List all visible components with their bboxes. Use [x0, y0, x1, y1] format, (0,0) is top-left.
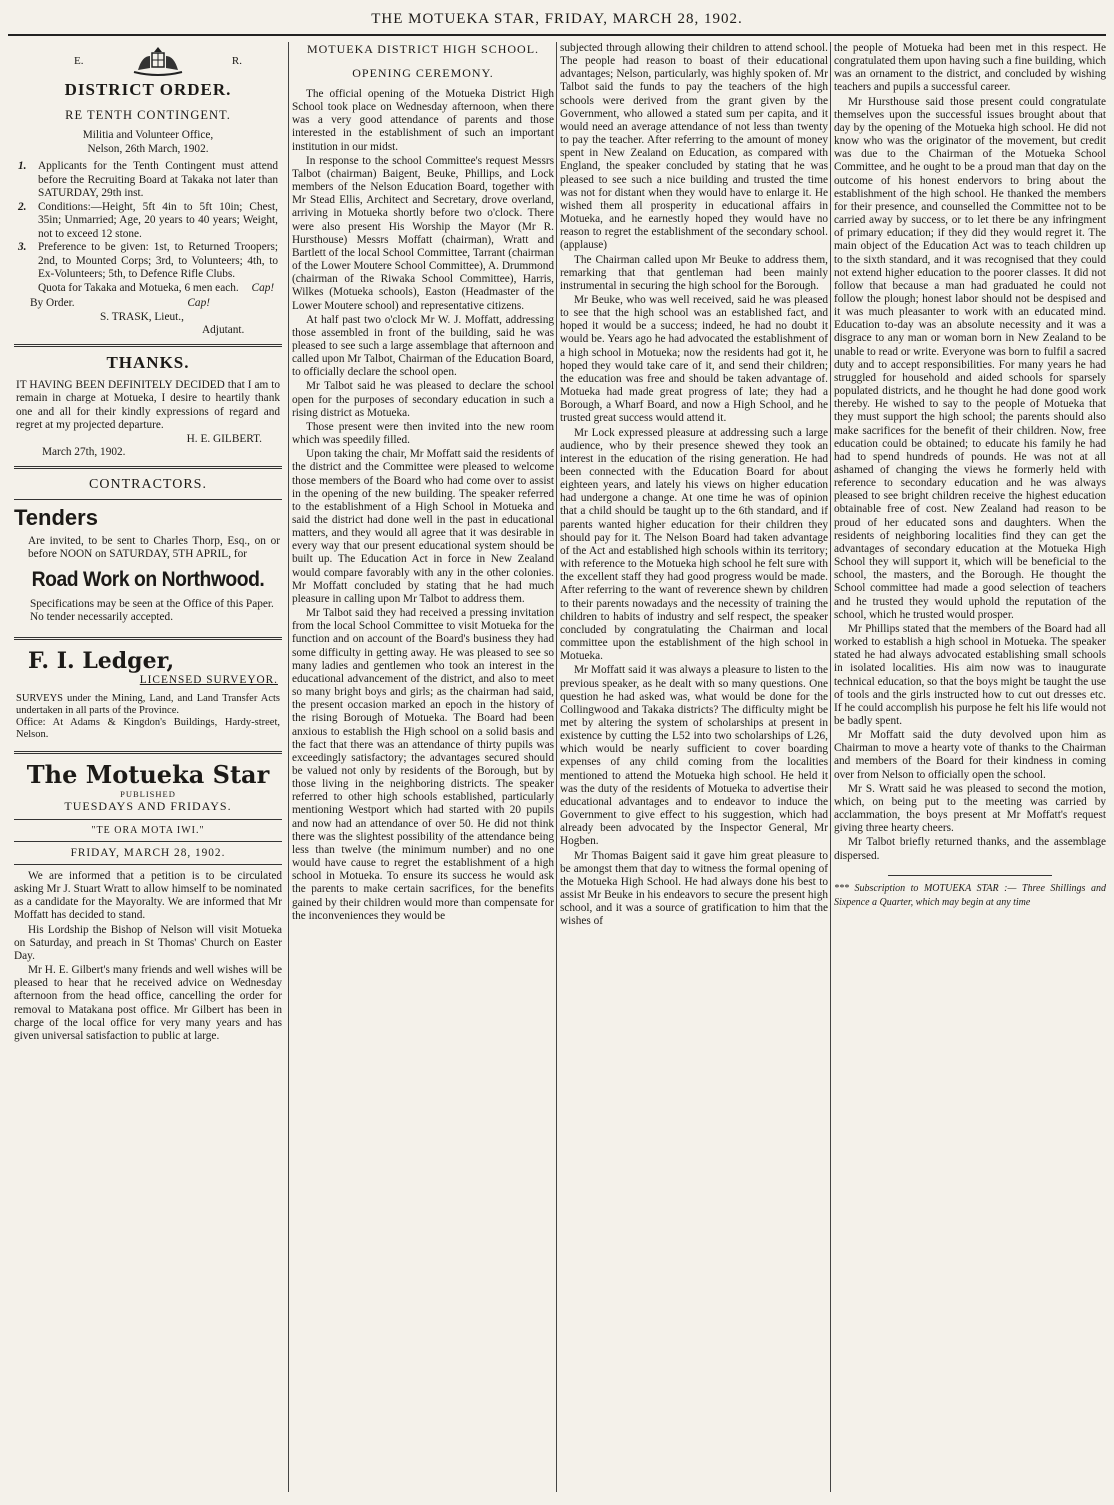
article-paragraph: Mr Hursthouse said those present could congratulate themselves upon the successful issues brought about that day by the opening of the Motueka high school. He did not know who was the originator of the movement, but credit was due to the Chairman of the Motueka School Committee, and he ought to be a proud man that day on the outcome of his honest endervors to bring about the establishment of the high school. He thanked the members for their presence, and counselled the Committee not to be carried away by success, or to let there be any infringment of primary education; if they did they would regret it. The main object of the Education Act was to teach children up to the sixth standard, and it was recognised that they could not extend higher education to the poorer classes. It did not follow that because a man had graduated he could not follow the plough; honest labor should not be despised and it was much pleasanter to work with an educated mind. Education to-day was an absolute necessity and it was a disgrace to any man or woman born in New Zealand to be unable to read or write. Everyone was born to fulfil a sacred duty and to accept responsibilities. For many years he had struggled for household and aided schools for sparsely populated districts, and he thought he had done good work thereby. He wished to say to the people of Motueka that they must support the high school; the parents should also make sacrifices for the benefit of their children. Now, free education could be obtained; to educate his family he had had to spend hundreds of pounds. He was not at all ashamed of changing the views he formerly held with reference to secondary education and he was always pleased to see bright children receive the highest education obtainable free of cost. New Zealand had reason to be proud of her educated sons and daughters. When the residents of neighboring localities find they can get the advantages of secondary education at the Motueka High School they will support it, which will be beneficial to the school, the masters, and the Borough. He thought the School committee had made a good selection of teachers and he trusted they would uphold the reputation of the school, which he trusted would prosper. [834, 95, 1106, 621]
thanks-date: March 27th, 1902. [42, 446, 126, 458]
motto: "TE ORA MOTA IWI." [91, 825, 205, 836]
article-paragraph: Mr Talbot said they had received a pressing invitation from the local School Committee to visit Motueka for the function and on account of the Board's business they had some difficulty in getting away. He was pleased to see so many ladies and gentlemen who took an interest in the educational advancement of the district, and also to meet so many bright boys and girls; as the chairman had said, the present occasion marked an epoch in the history of the rising Borough of Motueka. The Board had been anxious to establish the High school on a solid basis and the fact that there was an attendance of thirty pupils was exceedingly satisfactory; the advantages secured should be valued not only by residents of the Borough, but by those living in the neighboring districts. The speaker referred to other high schools established, particularly mentioning Westport which had started with 20 pupils and now had an attendance of over 50. He did not think there was the slightest possibility of the attendance being less than twelve (the minimum number) and no one would have cause to regret the establishment of a high school in Motueka. To ensure its success he would ask the parents to make certain sacrifices, for the benefits gained by their children would more than compensate for the inconveniences they would be [292, 607, 554, 922]
tenders-body: Are invited, to be sent to Charles Thorp, Esq., on or before NOON on SATURDAY, 5TH APRIL, for [28, 534, 280, 560]
divider [14, 841, 282, 842]
coat-letter-r: R. [231, 55, 242, 67]
ledger-name: F. I. Ledger, [28, 647, 175, 674]
divider [14, 819, 282, 820]
quota-line: Quota for Takaka and Motueka, 6 men each. [38, 281, 239, 294]
district-order-subtitle: RE TENTH CONTINGENT. [65, 108, 231, 122]
by-order [30, 297, 282, 311]
column-rule [288, 42, 289, 1492]
publication-days: TUESDAYS AND FRIDAYS. [64, 799, 232, 813]
no-tender-text: No tender necessarily accepted. [30, 611, 174, 623]
item-number: 1. [18, 160, 27, 172]
item-number: 3. [18, 241, 27, 253]
divider [14, 466, 282, 469]
article-paragraph: Those present were then invited into the new room which was speedily filled. [292, 420, 554, 447]
item-text: Applicants for the Tenth Contingent must attend before the Recruiting Board at Takaka not later than SATURDAY, 29th inst. [38, 160, 278, 199]
contractors-title: CONTRACTORS. [89, 476, 207, 492]
thanks-body: IT HAVING BEEN DEFINITELY DECIDED that I am to remain in charge at Motueka, I desire to heartily thank one and all for their kindly expressions of regard and regret at my projected departure. [16, 378, 280, 431]
handwritten-note: Cap! [187, 297, 210, 309]
item-text: Preference to be given: 1st, to Returned Troopers; 2nd, to Mounted Corps; 3rd, to Volunteers; 4th, to Ex-Volunteers; 5th, to Defence Rifle Clubs. [38, 241, 278, 280]
ledger-surveys: SURVEYS under the Mining, Land, and Land Transfer Acts undertaken in all parts of the Province. [16, 693, 280, 716]
article-paragraph: Mr S. Wratt said he was pleased to second the motion, which, on being put to the meeting was carried by acclammation, the boys present at Mr Moffatt's request giving three hearty cheers. [834, 782, 1106, 835]
article-paragraph: Mr Talbot said he was pleased to declare the school open for the purposes of secondary education in such a rising district as Motueka. [292, 380, 554, 419]
news-paragraph: We are informed that a petition is to be circulated asking Mr J. Stuart Wratt to allow himself to be nominated as a candidate for the Mayoralty. We are informed that Mr Moffatt has decided to stand. [14, 870, 282, 922]
article-paragraph: Upon taking the chair, Mr Moffatt said the residents of the district and the Committee were pleased to welcome those members of the Board who had come over to assist in the opening of the new building. The speaker referred to the establishment of a High School in Motueka and said the district had done well in the past in educational matters, and they would all agree that it was desirable in every way that our present educational system should be built up. The Education Act in force in New Zealand would compare favorably with any in the other colonies. Mr Moffatt concluded by stating that he had much pleasure in calling upon Mr Talbot to address them. [292, 448, 554, 605]
article-paragraph: the people of Motueka had been met in this respect. He congratulated them upon having such a fine building, which was an ornament to the district, and concluded by wishing teachers and pupils a successful career. [834, 42, 1106, 94]
article-paragraph: The Chairman called upon Mr Beuke to address them, remarking that that gentleman had been mainly instrumental in securing the high school for the Borough. [560, 253, 828, 292]
article-subtitle: OPENING CEREMONY. [352, 66, 494, 80]
column-rule [556, 42, 557, 1492]
district-order-title: DISTRICT ORDER. [64, 80, 232, 99]
coat-letter-e: E. [74, 55, 84, 67]
article-paragraph: Mr Beuke, who was well received, said he was pleased to see that the high school was an established fact, and hoped it would be a success; indeed, he had no doubt it would be. Years ago he had advocated the establishment of a high school in Motueka; now the residents had got it, he hoped they would take care of it, and send their children; the education was free and should be taken advantage of. Motueka had made great progress of late; they had a Borough, a Wharf Board, and now a High School, and he trusted great success would attend it. [560, 293, 828, 425]
ledger-title: LICENSED SURVEYOR. [139, 673, 278, 686]
article-paragraph: Mr Phillips stated that the members of the Board had all worked to establish a high school in Motueka. The speaker stated he had always advocated establishing small schools in isolated localities. His aim now was to inaugurate technical education, so that the boys might be taught the use of tools and the girls instructed how to cut out dresses etc. If he could accomplish his purpose he felt his life would not be badly spent. [834, 622, 1106, 727]
published-label: PUBLISHED [120, 789, 176, 799]
divider [888, 875, 1051, 876]
address-line: Nelson, 26th March, 1902. [87, 142, 209, 155]
article-paragraph: Mr Talbot briefly returned thanks, and the assemblage dispersed. [834, 836, 1106, 862]
coat-of-arms-row [14, 42, 282, 78]
order-item [18, 241, 278, 282]
tenders-heading: Tenders [14, 504, 98, 530]
road-work-heading: Road Work on Northwood. [31, 567, 265, 591]
thanks-title: THANKS. [106, 352, 190, 372]
coat-of-arms-icon [128, 44, 188, 78]
article-paragraph: In response to the school Committee's request Messrs Talbot (chairman) Baigent, Beuke, Phillips, and Lock members of the Nelson Education Board, together with Mr Stead Ellis, Architect and Secretary, drove overland, arriving in Motueka shortly before two o'clock. There were also present His Worship the Mayor (Mr R. Hursthouse) Messrs Moffatt (chairman), Wratt and Bartlett of the local School Committee, Tarrant (chairman of the Lower Moutere School Committee), A. Drummond (chairman of the Riwaka School Committee), Harris, Wilkes (Motueka schools), Easton (Headmaster of the Lower Moutere school) and representative citizens. [292, 154, 554, 312]
address-line: Militia and Volunteer Office, [82, 129, 214, 141]
signer: S. TRASK, Lieut., [100, 310, 184, 323]
order-item [18, 160, 278, 201]
article-title: MOTUEKA DISTRICT HIGH SCHOOL. [306, 42, 540, 56]
article-paragraph: Mr Moffatt said it was always a pleasure to listen to the previous speaker, as he dealt with so many questions. One question he had asked was, what would be done for the Collingwood and Takaka districts? The difficulty might be met by altering the system of scholarships at present in existence by cutting the L52 into two scholarships of L26, which would be nearly sufficient to cover boarding expenses of any child coming from the localities mentioned to attend the Motueka high school. He held it was the duty of the residents of Motueka to advertise their educational advantages and to endeavor to induce the Government to give effect to his suggestion, which had already been advocated by the Inspector General, Mr Hogben. [560, 664, 828, 848]
article-paragraph: Mr Moffatt said the duty devolved upon him as Chairman to move a hearty vote of thanks to the Chairman and members of the Board for their kindness in coming over from Nelson to officially open the school. [834, 729, 1106, 781]
item-text: Conditions:—Height, 5ft 4in to 5ft 10in; Chest, 35in; Unmarried; Age, 20 years to 40 years; Weight, not to exceed 12 stone. [38, 200, 278, 240]
article-paragraph: The official opening of the Motueka District High School took place on Wednesday afternoon, when there was a very good attendance of parents and those interested in the establishment of such an important institution in our midst. [292, 88, 554, 153]
ledger-office: Office: At Adams & Kingdon's Buildings, Hardy-street, Nelson. [16, 717, 280, 740]
top-rule [8, 34, 1106, 36]
divider [14, 637, 282, 640]
divider [14, 751, 282, 754]
article-paragraph: Mr Thomas Baigent said it gave him great pleasure to be amongst them that day to witness the formal opening of the Motueka High School. He had always done his best to assist Mr Beuke in his endeavors to secure the present high school, and it was a source of gratification to him that the wishes of [560, 849, 828, 928]
column-2 [292, 42, 554, 1497]
address-block [14, 129, 282, 156]
handwritten-note: Cap! [251, 281, 275, 294]
by-order-text: By Order. [30, 297, 75, 309]
column-rule [830, 42, 831, 1492]
item-number: 2. [18, 200, 27, 213]
divider [14, 864, 282, 865]
specifications-text: Specifications may be seen at the Office of this Paper. [30, 597, 274, 610]
signer-title: Adjutant. [202, 324, 245, 336]
motueka-star-title: The Motueka Star [26, 760, 270, 789]
edition-date: FRIDAY, MARCH 28, 1902. [70, 847, 226, 859]
news-paragraph: Mr H. E. Gilbert's many friends and well wishes will be pleased to hear that he received advice on Wednesday afternoon from the head office, cancelling the order for removal to Matakana post office. Mr Gilbert has been in charge of the local office for very many years and has given universal satisfaction to public at large. [14, 964, 282, 1042]
thanks-signer: H. E. GILBERT. [186, 432, 262, 445]
article-paragraph: subjected through allowing their children to attend school. The people had reason to boast of their educational advantages; Nelson, particularly, was highly spoken of. Mr Talbot said the funds to pay the teachers of the high schools were derived from the grant given by the Government, who allowed a stated sum per capita, and it would need an average attendance of not less than twenty to pay the teacher. After referring to the amount of money spent in New Zealand on Education, as compared with England, the speaker concluded by stating that he was pleased to see such a nice building and trusted the time was not for distant when they would have to enlarge it. He wished them all prosperity in educational affairs in Motueka, and he earnestly hoped they would have no reason to regret the establishment of the secondary school. (applause) [560, 42, 828, 252]
column-4 [834, 42, 1106, 1497]
order-item [18, 201, 278, 242]
quota-text [38, 282, 282, 296]
column-3 [560, 42, 828, 1497]
article-paragraph: At half past two o'clock Mr W. J. Moffatt, addressing those assembled in front of the building, said he was pleased to see such a large assemblage that afternoon and called upon Mr Talbot, Chairman of the Education Board, to officially declare the school open. [292, 313, 554, 379]
article-paragraph: Mr Lock expressed pleasure at addressing such a large audience, who by their presence shewed they took an interest in the education of the rising generation. He had been connected with the Education Board for about eighteen years, and lately his views on higher education had undergone a change. At one time he was of opinion that a child should be taught up to the 6th standard, and if parents wanted higher education for their children they should pay for it. The Nelson Board had taken advantage of the Act and established high schools within its territory; with reference to the Motueka high school he felt sure with the excellent staff they had good progress would be made. After referring to the want of reverence shewn by children to their parents nowadays and the necessity of training the children to habits of industry and self respect, the speaker concluded by congratulating the Chairman and local committee upon the establishment of the high school in Motueka. [560, 426, 828, 663]
news-paragraph: His Lordship the Bishop of Nelson will visit Motueka on Saturday, and preach in St Thomas' Church on Easter Day. [14, 923, 282, 962]
divider [14, 344, 282, 347]
column-1 [14, 42, 286, 1497]
masthead: THE MOTUEKA STAR, FRIDAY, MARCH 28, 1902. [371, 11, 743, 27]
divider [14, 499, 282, 500]
subscription-note: *** Subscription to MOTUEKA STAR :— Three Shillings and Sixpence a Quarter, which may begin at any time [834, 882, 1106, 908]
